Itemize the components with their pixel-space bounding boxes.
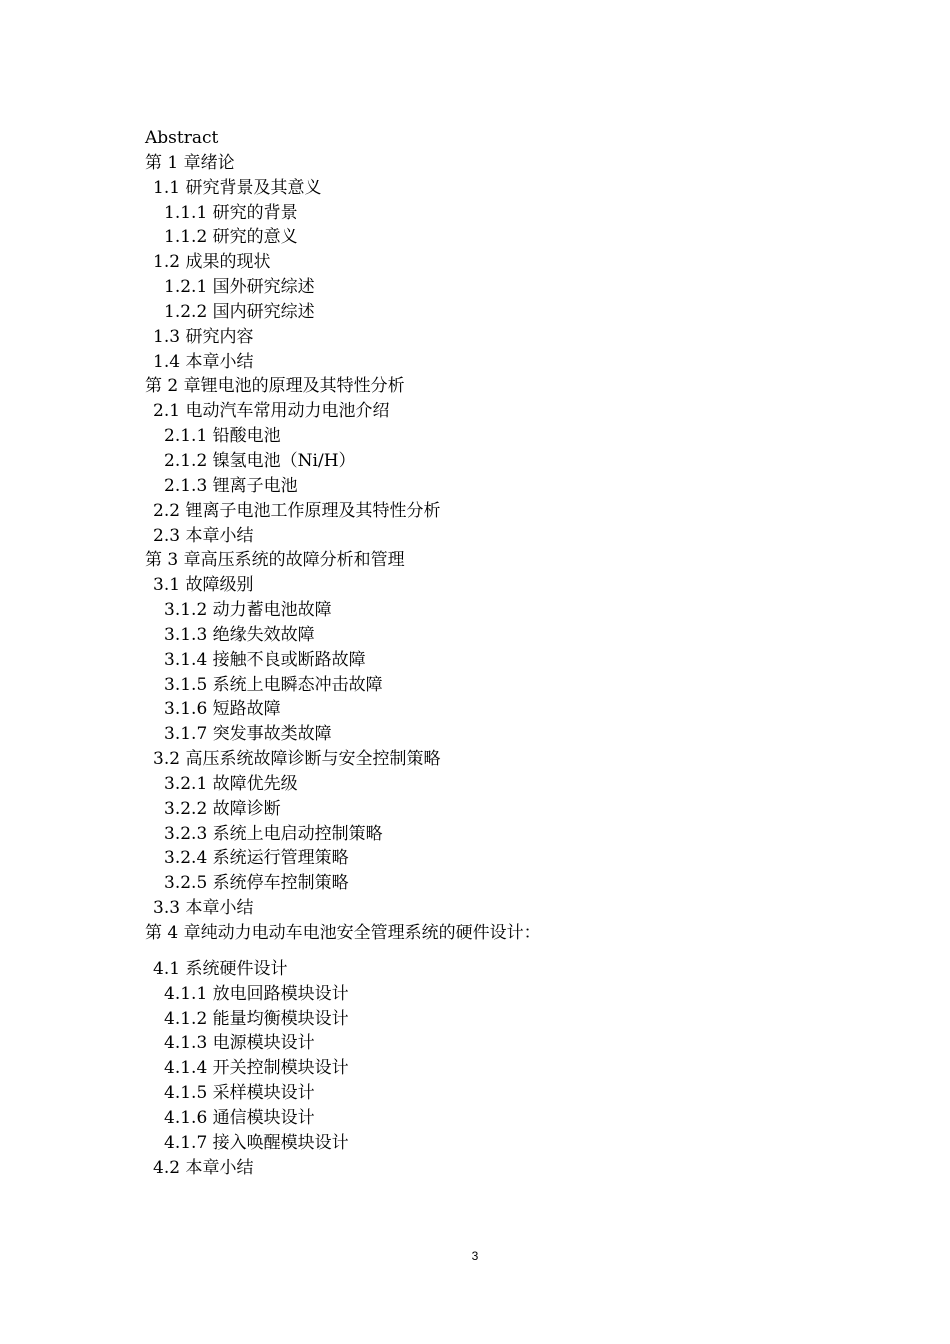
page-number: 3	[471, 1249, 479, 1263]
toc-entry-4-1[interactable]: 4.1 系统硬件设计	[153, 958, 288, 979]
toc-entry-2-2[interactable]: 2.2 锂离子电池工作原理及其特性分析	[153, 500, 441, 521]
toc-entry-chapter-2[interactable]: 第 2 章锂电池的原理及其特性分析	[145, 376, 405, 397]
toc-entry-1-2-2[interactable]: 1.2.2 国内研究综述	[164, 301, 315, 322]
toc-entry-3-2-5[interactable]: 3.2.5 系统停车控制策略	[164, 873, 349, 894]
toc-entry-3-1-3[interactable]: 3.1.3 绝缘失效故障	[164, 624, 315, 645]
toc-entry-2-1[interactable]: 2.1 电动汽车常用动力电池介绍	[153, 401, 390, 422]
toc-entry-1-1-1[interactable]: 1.1.1 研究的背景	[164, 202, 298, 223]
toc-entry-1-2-1[interactable]: 1.2.1 国外研究综述	[164, 277, 315, 298]
toc-entry-4-1-2[interactable]: 4.1.2 能量均衡模块设计	[164, 1008, 349, 1029]
toc-entry-3-1-4[interactable]: 3.1.4 接触不良或断路故障	[164, 649, 366, 670]
toc-entry-chapter-4[interactable]: 第 4 章纯动力电动车电池安全管理系统的硬件设计：	[145, 923, 541, 943]
toc-entry-3-2-1[interactable]: 3.2.1 故障优先级	[164, 773, 298, 794]
toc-entry-3-1-6[interactable]: 3.1.6 短路故障	[164, 699, 281, 720]
toc-entry-3-1-5[interactable]: 3.1.5 系统上电瞬态冲击故障	[164, 674, 383, 695]
toc-entry-abstract[interactable]: Abstract	[145, 128, 219, 148]
toc-entry-chapter-3[interactable]: 第 3 章高压系统的故障分析和管理	[145, 550, 405, 571]
toc-entry-4-2[interactable]: 4.2 本章小结	[153, 1157, 254, 1178]
toc-entry-2-1-1[interactable]: 2.1.1 铅酸电池	[164, 426, 281, 447]
toc-entry-chapter-1[interactable]: 第 1 章绪论	[145, 152, 235, 173]
toc-entry-3-2-2[interactable]: 3.2.2 故障诊断	[164, 798, 281, 819]
toc-entry-3-1-7[interactable]: 3.1.7 突发事故类故障	[164, 724, 332, 745]
toc-entry-3-2-4[interactable]: 3.2.4 系统运行管理策略	[164, 848, 349, 869]
toc-entry-3-3[interactable]: 3.3 本章小结	[153, 898, 254, 919]
toc-entry-1-1-2[interactable]: 1.1.2 研究的意义	[164, 227, 298, 248]
toc-entry-3-2[interactable]: 3.2 高压系统故障诊断与安全控制策略	[153, 749, 441, 770]
toc-entry-1-4[interactable]: 1.4 本章小结	[153, 351, 254, 372]
toc-entry-4-1-7[interactable]: 4.1.7 接入唤醒模块设计	[164, 1132, 349, 1153]
toc-entry-3-2-3[interactable]: 3.2.3 系统上电启动控制策略	[164, 823, 383, 844]
toc-entry-1-2[interactable]: 1.2 成果的现状	[153, 252, 271, 273]
table-of-contents	[145, 126, 905, 1180]
toc-entry-4-1-4[interactable]: 4.1.4 开关控制模块设计	[164, 1058, 349, 1079]
toc-entry-1-3[interactable]: 1.3 研究内容	[153, 326, 254, 347]
toc-entry-4-1-5[interactable]: 4.1.5 采样模块设计	[164, 1083, 315, 1104]
toc-entry-3-1[interactable]: 3.1 故障级别	[153, 575, 254, 596]
toc-entry-2-1-3[interactable]: 2.1.3 锂离子电池	[164, 475, 298, 496]
toc-entry-4-1-6[interactable]: 4.1.6 通信模块设计	[164, 1107, 315, 1128]
toc-entry-4-1-1[interactable]: 4.1.1 放电回路模块设计	[164, 983, 349, 1004]
toc-entry-3-1-2[interactable]: 3.1.2 动力蓄电池故障	[164, 600, 332, 621]
toc-entry-4-1-3[interactable]: 4.1.3 电源模块设计	[164, 1033, 315, 1054]
toc-entry-2-3[interactable]: 2.3 本章小结	[153, 525, 254, 546]
toc-entry-2-1-2[interactable]: 2.1.2 镍氢电池（Ni/H）	[164, 450, 356, 471]
toc-entry-1-1[interactable]: 1.1 研究背景及其意义	[153, 177, 322, 198]
